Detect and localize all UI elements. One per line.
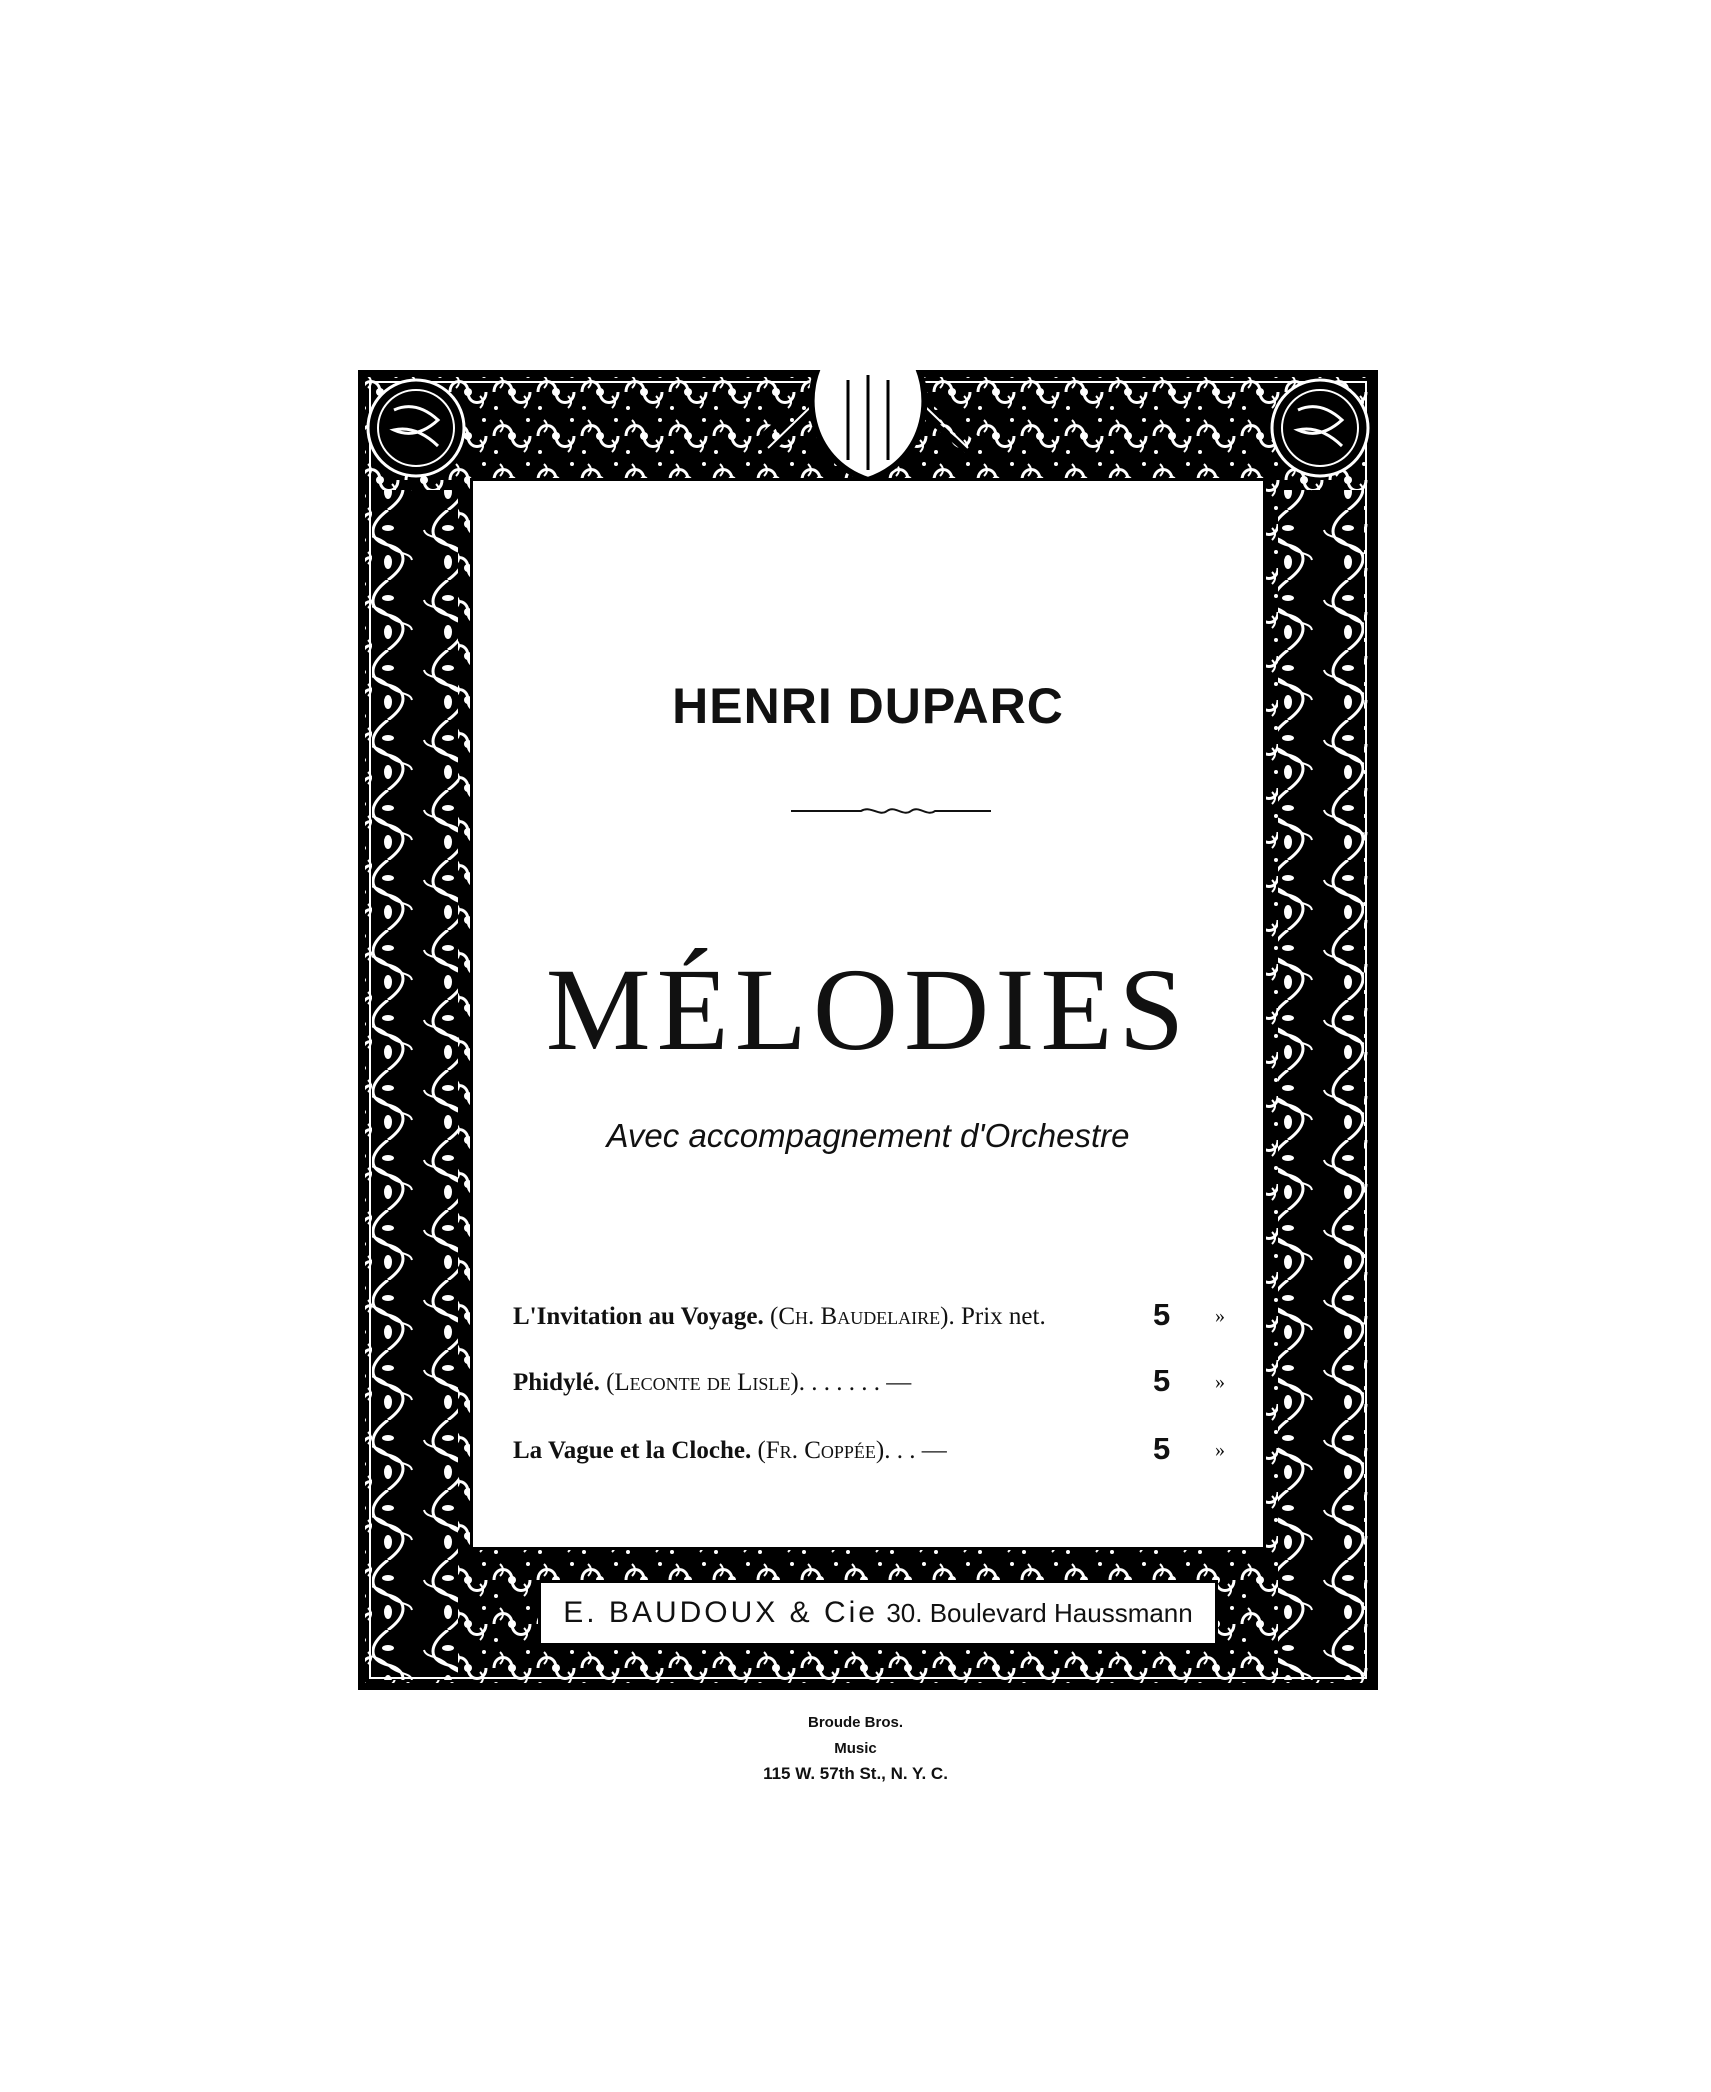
song-leader: . . — (896, 1437, 947, 1464)
song-price-unit: » (1215, 1439, 1225, 1461)
publisher-address: 30. Boulevard Haussmann (886, 1598, 1193, 1628)
work-title: MÉLODIES (545, 944, 1191, 1075)
song-price-unit: » (1215, 1371, 1225, 1393)
song-title: Phidylé. (513, 1369, 600, 1396)
dealer-stamp-line3: 115 W. 57th St., N. Y. C. (763, 1764, 948, 1783)
dealer-stamp-line1: Broude Bros. (807, 1714, 903, 1731)
publisher-firm: E. BAUDOUX & Cie (563, 1596, 878, 1629)
song-title: La Vague et la Cloche. (513, 1437, 752, 1464)
monogram-right-icon (1272, 380, 1368, 476)
song-entry (513, 1297, 1253, 1332)
song-entry (513, 1363, 1253, 1398)
song-poet: (Ch. Baudelaire). (770, 1303, 955, 1330)
song-leader: Prix net. (961, 1303, 1046, 1330)
song-price-unit: » (1215, 1305, 1225, 1327)
flourish-divider-icon (791, 803, 991, 819)
dealer-stamp-line2: Music (834, 1740, 877, 1757)
monogram-left-icon (368, 380, 464, 476)
song-entry (513, 1431, 1253, 1466)
song-poet: (Fr. Coppée). (757, 1437, 891, 1464)
work-subtitle: Avec accompagnement d'Orchestre (606, 1117, 1130, 1154)
song-poet: (Leconte de Lisle). (606, 1369, 805, 1396)
publisher-cartouche (538, 1580, 1218, 1646)
song-price: 5 (1153, 1431, 1171, 1466)
song-title: L'Invitation au Voyage. (513, 1303, 764, 1330)
title-panel (470, 478, 1266, 1550)
song-price: 5 (1153, 1363, 1171, 1398)
cover-frame (358, 370, 1378, 1690)
song-price: 5 (1153, 1297, 1171, 1332)
song-leader: . . . . . . — (811, 1369, 912, 1396)
composer-name: HENRI DUPARC (672, 678, 1064, 734)
